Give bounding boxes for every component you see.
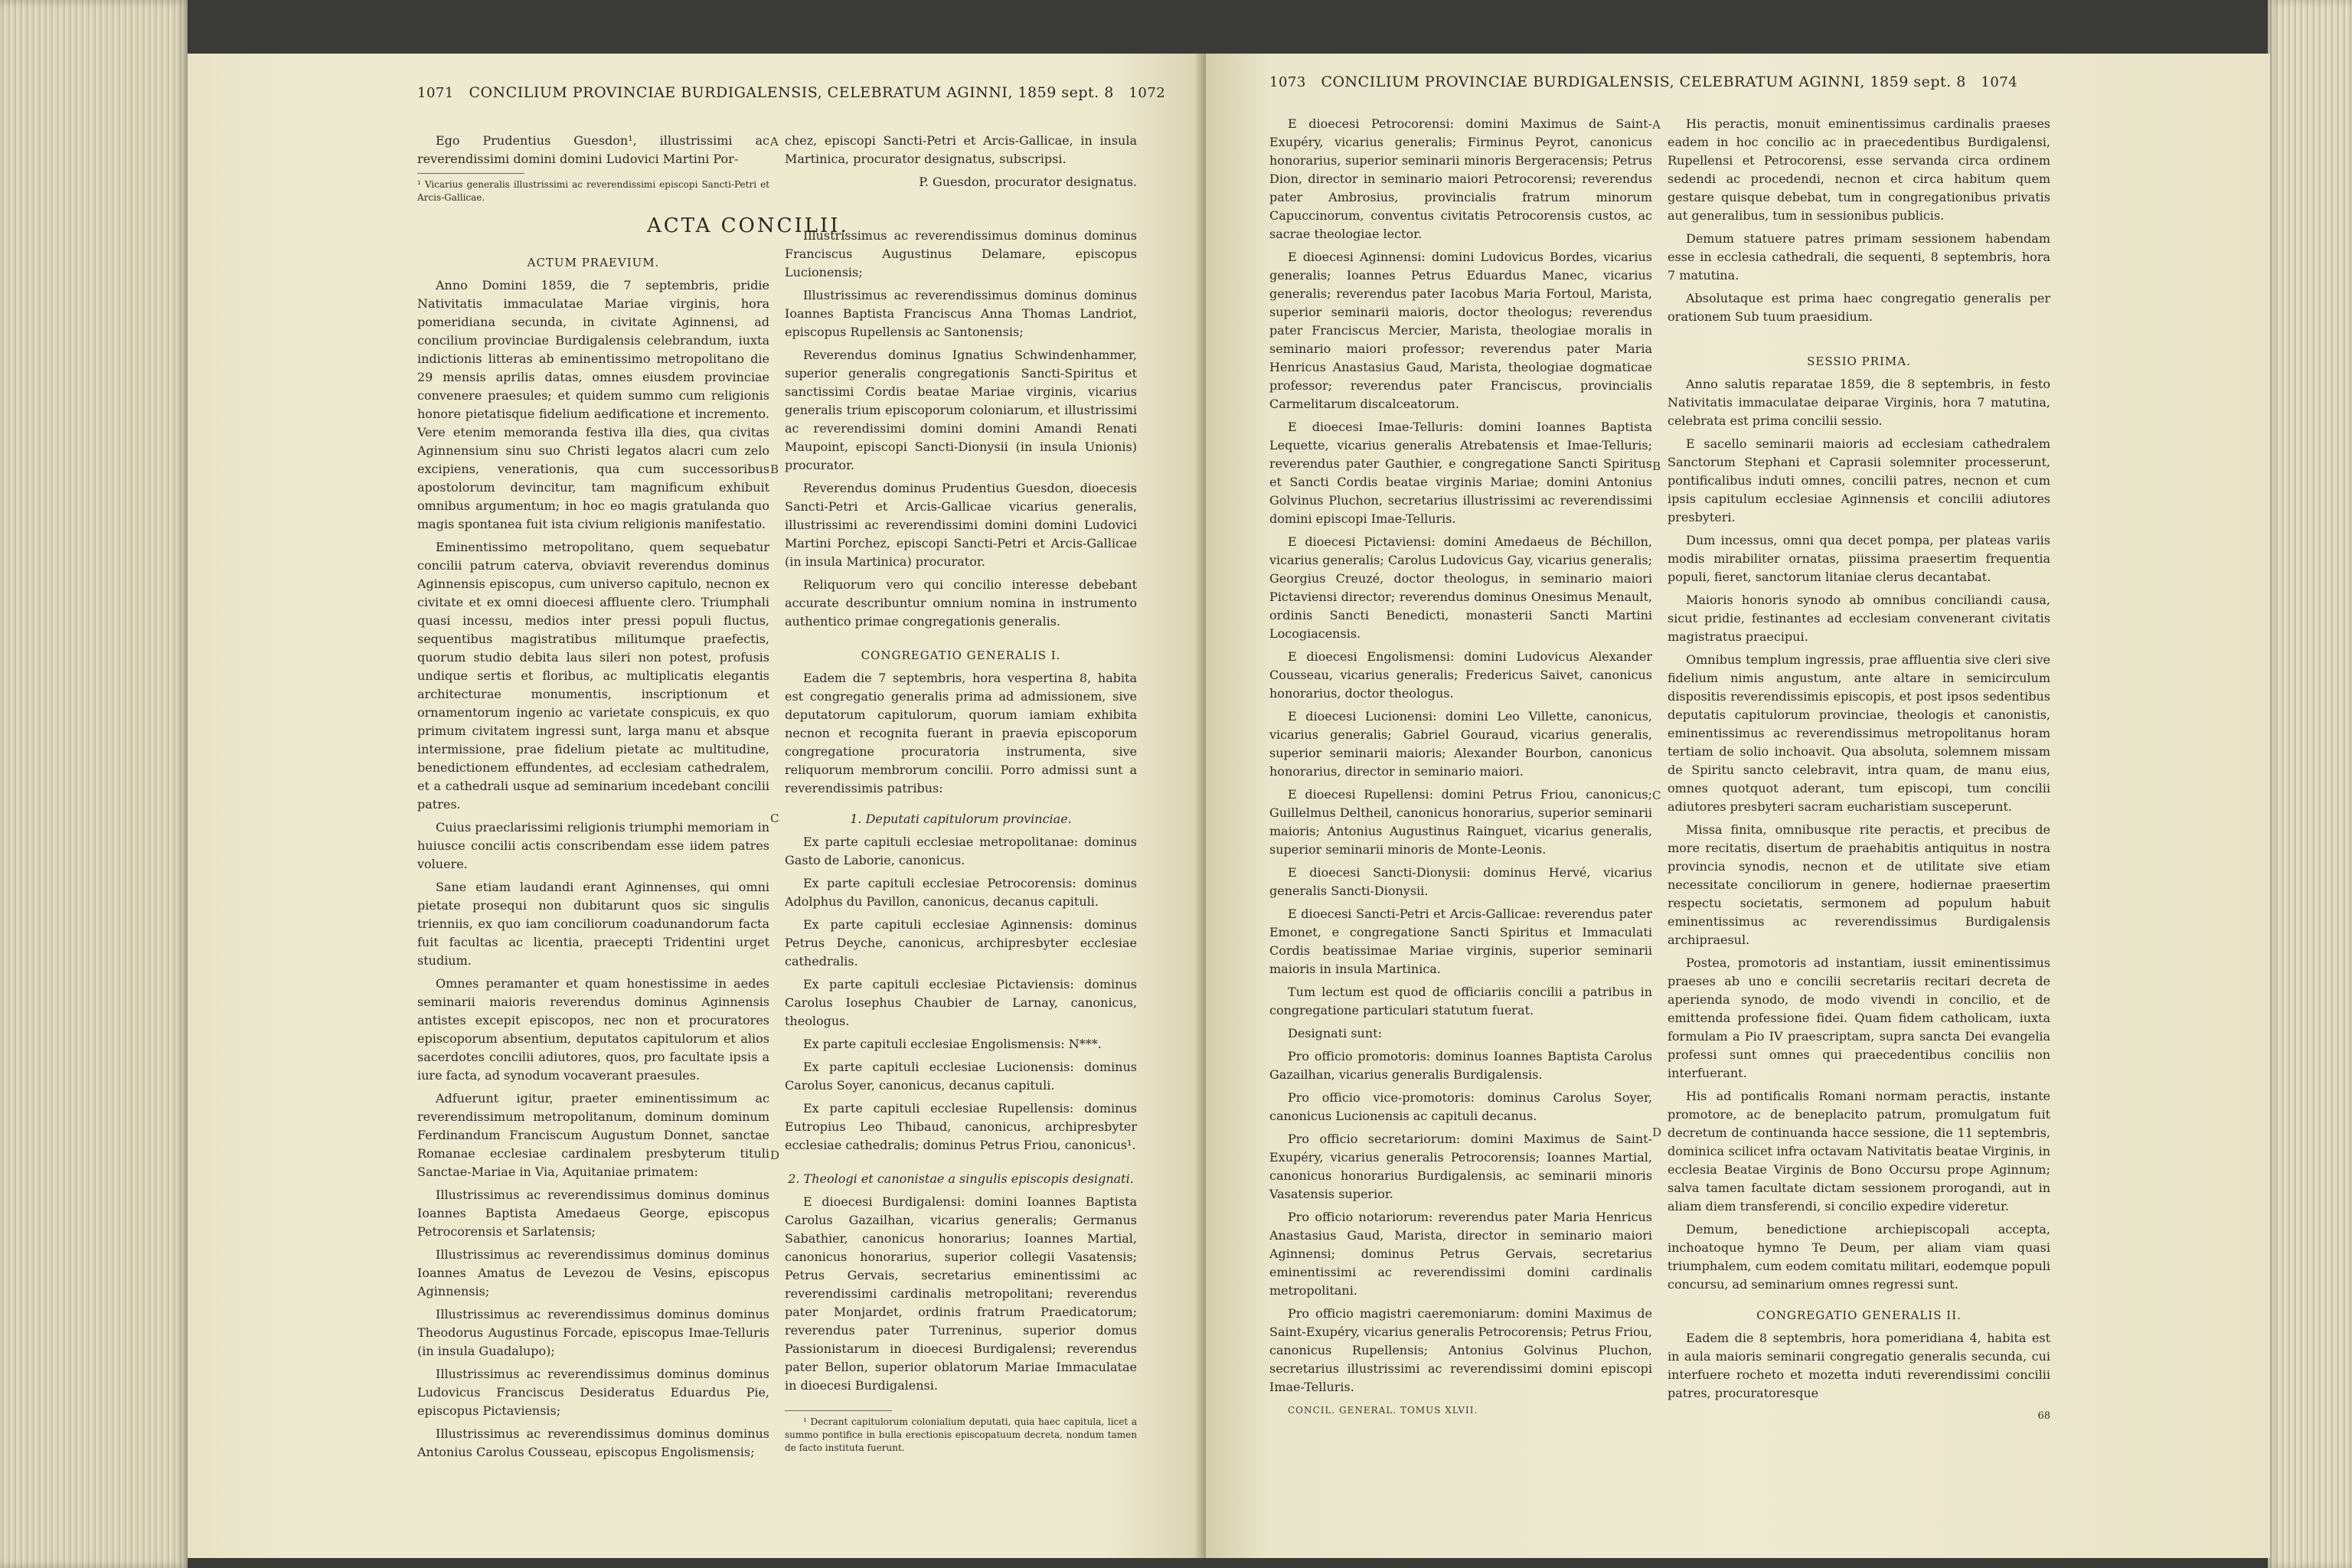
paragraph: Ex parte capituli ecclesiae Petrocorensis: dominus Adolphus du Pavillon, canonicus, decanus capituli. <box>785 876 1137 909</box>
paragraph: Cuius praeclarissimi religionis triumphi memoriam in huiusce concilii actis conscribendam esse iidem patres voluere. <box>417 820 769 871</box>
running-title: CONCILIUM PROVINCIAE BURDIGALENSIS, CELEBRATUM AGINNI, 1859 sept. 8 <box>1321 74 1966 90</box>
paragraph: Eadem die 8 septembris, hora pomeridiana 4, habita est in aula maioris seminarii congregatio generalis secunda, cui interfuere rocheto et mozetta induti reverendissimi concilii patres, procuratoresque <box>1668 1331 2050 1400</box>
left-col-a-paragraphs <box>417 276 769 1462</box>
margin-letter: D <box>1652 1125 1662 1139</box>
page-edges-left <box>0 0 188 1568</box>
paragraph: Reverendus dominus Prudentius Guesdon, dioecesis Sancti-Petri et Arcis-Gallicae vicarius generalis, illustrissimi ac reverendissimi domini domini Ludovici Martini Porchez, episcopi Sancti-Petri et Arcis-Gallicae (in insula Martinica) procurator. <box>785 481 1137 569</box>
running-title: CONCILIUM PROVINCIAE BURDIGALENSIS, CELEBRATUM AGINNI, 1859 sept. 8 <box>469 84 1114 101</box>
paragraph: Sane etiam laudandi erant Aginnenses, qui omni pietate prosequi non dubitarunt quos sic singulis trienniis, ex quo iam conciliorum coadunandorum facta fuit facultas ac licentia, praecepti Tridentini urget studium. <box>417 880 769 968</box>
page-number: 1074 <box>1981 74 2018 90</box>
right-column-a <box>1269 115 1652 1547</box>
margin-letter: C <box>1652 789 1661 802</box>
paragraph: E dioecesi Imae-Telluris: domini Ioannes Baptista Lequette, vicarius generalis Atrebatensis et Imae-Telluris; reverendus pater Gauthier, e congregatione Sancti Spiritus et Sancti Cordis beatae virginis Mariae; domini Antonius Golvinus Pluchon, secretarius illustrissimi ac reverendissimi domini episcopi Imae-Telluris. <box>1269 420 1652 526</box>
paragraph: Reverendus dominus Ignatius Schwindenhammer, superior generalis congregationis Sancti-Spiritus et sanctissimi Cordis beatae Mariae virginis, vicarius generalis trium episcoporum coloniarum, et illustrissimi ac reverendissimi domini domini Amandi Renati Maupoint, episcopi Sancti-Dionysii (in insula Unionis) procurator. <box>785 348 1137 472</box>
paragraph: Eadem die 7 septembris, hora vespertina 8, habita est congregatio generalis prima ad admissionem, sive deputatorum capitulorum, quorum iamiam exhibita necnon et recognita fuerant in praevia episcoporum congregatione procuratoria instrumenta, sive reliquorum membrorum concilii. Porro admissi sunt a reverendissimis patribus: <box>785 671 1137 795</box>
paragraph: E dioecesi Engolismensi: domini Ludovicus Alexander Cousseau, vicarius generalis; Fredericus Saivet, canonicus honorarius, doctor theologus. <box>1269 649 1652 701</box>
paragraph: Pro officio magistri caeremoniarum: domini Maximus de Saint-Exupéry, vicarius generalis Petrocorensis; Petrus Friou, canonicus Rupellensis; Antonius Golvinus Pluchon, secretarius illustrissimi ac reverendissimi domini episcopi Imae-Telluris. <box>1269 1306 1652 1394</box>
margin-letter: D <box>770 1148 780 1162</box>
footnote: ¹ Vicarius generalis illustrissimi ac reverendissimi episcopi Sancti-Petri et Arcis-Gallicae. <box>417 179 769 203</box>
paragraph: E dioecesi Rupellensi: domini Petrus Friou, canonicus; Guillelmus Deltheil, canonicus honorarius, superior seminarii maioris; Antonius Augustinus Rainguet, vicarius generalis, superior seminarii minoris de Monte-Leonis. <box>1269 787 1652 857</box>
paragraph: Illustrissimus ac reverendissimus dominus dominus Franciscus Augustinus Delamare, episcopus Lucionensis; <box>785 228 1137 279</box>
rule <box>785 1410 892 1411</box>
paragraph: Dum incessus, omni qua decet pompa, per plateas variis modis mirabiliter ornatas, piissima praesertim frequentia populi, fieret, sanctorum litaniae clerus decantabat. <box>1668 533 2050 584</box>
paragraph: Ex parte capituli ecclesiae Aginnensis: dominus Petrus Deyche, canonicus, archipresbyter ecclesiae cathedralis. <box>785 917 1137 969</box>
paragraph: Adfuerunt igitur, praeter eminentissimum ac reverendissimum metropolitanum, dominum dominum Ferdinandum Franciscum Augustum Donnet, sanctae Romanae ecclesiae cardinalem presbyterum tituli Sanctae-Mariae in Via, Aquitaniae primatem: <box>417 1091 769 1179</box>
paragraph: Illustrissimus ac reverendissimus dominus dominus Antonius Carolus Cousseau, episcopus Engolismensis; <box>417 1426 769 1459</box>
paragraph: Absolutaque est prima haec congregatio generalis per orationem Sub tuum praesidium. <box>1668 291 2050 324</box>
footnote: ¹ Decrant capitulorum colonialium deputati, quia haec capitula, licet a summo pontifice in bulla erectionis episcopatuum decreta, nondum tamen de facto instituta fuerunt. <box>785 1416 1137 1453</box>
page-number: 1073 <box>1269 74 1306 90</box>
paragraph: E dioecesi Burdigalensi: domini Ioannes Baptista Carolus Gazailhan, vicarius generalis; Germanus Sabathier, canonicus honorarius; Ioannes Martial, canonicus honorarius, superior collegii Vasatensis; Petrus Gervais, secretarius eminentissimi ac reverendissimi cardinalis metropolitani; reverendus pater Monjardet, ordinis fratrum Praedicatorum; reverendus pater Turreninus, superior domus Passionistarum in dioecesi Burdigalensi; reverendus pater Bellon, superior oblatorum Mariae Immaculatae in dioecesi Burdigalensi. <box>785 1194 1137 1393</box>
paragraph: Demum, benedictione archiepiscopali accepta, inchoatoque hymno Te Deum, per aliam viam quasi triumphalem, cum eodem comitatu militari, eodemque populi concursu, ad seminarium omnes regressi sunt. <box>1668 1222 2050 1292</box>
paragraph: chez, episcopi Sancti-Petri et Arcis-Gallicae, in insula Martinica, procurator designatus, subscripsi. <box>785 133 1137 166</box>
paragraph: Ex parte capituli ecclesiae metropolitanae: dominus Gasto de Laborie, canonicus. <box>785 835 1137 867</box>
paragraph: His ad pontificalis Romani normam peractis, instante promotore, ac de beneplacito patrum, promulgatum fuit decretum de continuanda hacce sessione, die 11 septembris, dominica scilicet infra octavam Nativitatis beatae Virginis, in ecclesia Beatae Virginis de Bono Occursu prope Aginnum; salva tamen facultate dictam sessionem prorogandi, aut in aliam diem transferendi, si concilio expedire videretur. <box>1668 1089 2050 1214</box>
section-heading: CONGREGATIO GENERALIS II. <box>1756 1308 1962 1322</box>
page-number: 1072 <box>1129 85 1166 101</box>
page-number: 1071 <box>417 85 454 101</box>
paragraph: Postea, promotoris ad instantiam, iussit eminentissimus praeses ab uno e concilii secretariis recitari decreta de aperienda synodo, de modo vivendi in concilio, et de emittenda professione fidei. Quam fidem catholicam, iuxta formulam a Pio IV praescriptam, supra sancta Dei evangelia professi sunt omnes qui praecedentibus conciliis non interfuerant. <box>1668 956 2050 1080</box>
paragraph: E dioecesi Lucionensi: domini Leo Villette, canonicus, vicarius generalis; Gabriel Gouraud, vicarius generalis, superior seminarii maioris; Alexander Bourbon, canonicus honorarius, director in seminario maiori. <box>1269 709 1652 779</box>
paragraph: Omnes peramanter et quam honestissime in aedes seminarii maioris reverendus dominus Aginnensis antistes excepit episcopos, nec non et procuratores episcoporum absentium, deputatos capitulorum et alios sacerdotes concilii adiutores, quos, pro facultate ipsis a iure facta, ad synodum vocaverant praesules. <box>417 976 769 1083</box>
paragraph: Pro officio vice-promotoris: dominus Carolus Soyer, canonicus Lucionensis ac capituli decanus. <box>1269 1090 1652 1123</box>
paragraph: Pro officio promotoris: dominus Ioannes Baptista Carolus Gazailhan, vicarius generalis Burdigalensis. <box>1269 1049 1652 1082</box>
section-heading: ACTUM PRAEVIUM. <box>527 256 660 270</box>
section-heading: CONGREGATIO GENERALIS I. <box>861 648 1061 662</box>
paragraph: Omnibus templum ingressis, prae affluentia sive cleri sive fidelium nimis angustum, ante altare in semicirculum dispositis reverendissimis episcopis, et post ipsos sedentibus deputatis capitulorum provinciae, theologis et canonistis, eminentissimus ac reverendissimus metropolitanus horam tertiam de solio inchoavit. Qua absoluta, solemnem missam de Spiritu sancto celebravit, intra quam, de manu eius, omnes quotquot aderant, tum episcopi, tum concilii adiutores presbyteri sacram eucharistiam susceperunt. <box>1668 652 2050 814</box>
rule <box>417 173 524 174</box>
section-heading: SESSIO PRIMA. <box>1807 354 1911 368</box>
paragraph: Illustrissimus ac reverendissimus dominus dominus Theodorus Augustinus Forcade, episcopus Imae-Telluris (in insula Guadalupo); <box>417 1307 769 1358</box>
paragraph: His peractis, monuit eminentissimus cardinalis praeses eadem in hoc concilio ac in praecedentibus Burdigalensi, Rupellensi et Petrocorensi, esse servanda circa ordinem sedendi ac procedendi, necnon et circa habitum quem gestare quisque debebat, tum in congregationibus privatis aut generalibus, tum in sessionibus publicis. <box>1668 116 2050 223</box>
page-edges-right <box>2268 0 2352 1568</box>
paragraph: E dioecesi Petrocorensi: domini Maximus de Saint-Exupéry, vicarius generalis; Firminus Peyrot, canonicus honorarius, superior seminarii minoris Bergeracensis; Petrus Dion, director in seminario maiori Petrocorensi; reverendus pater Ambrosius, provincialis fratrum minorum Capuccinorum, conventus civitatis Petrocorensis custos, ac sacrae theologiae lector. <box>1269 116 1652 241</box>
paragraph: E sacello seminarii maioris ad ecclesiam cathedralem Sanctorum Stephani et Caprasii solemniter processerunt, pontificalibus induti omnes, concilii patres, necnon et cum ipsis capitulum ecclesiae Aginnensis et concilii adiutores presbyteri. <box>1668 436 2050 524</box>
paragraph: Illustrissimus ac reverendissimus dominus dominus Ludovicus Franciscus Desideratus Eduardus Pie, episcopus Pictaviensis; <box>417 1367 769 1418</box>
paragraph: Pro officio secretariorum: domini Maximus de Saint-Exupéry, vicarius generalis Petrocorensis; Ioannes Martial, canonicus honorarius Burdigalensis, ac seminarii minoris Vasatensis superior. <box>1269 1132 1652 1201</box>
right-running-head <box>1269 74 2017 90</box>
left-column-b <box>785 132 1137 1533</box>
paragraph: Reliquorum vero qui concilio interesse debebant accurate describuntur omnium nomina in instrumento authentico primae congregationis generalis. <box>785 577 1137 629</box>
margin-letter: B <box>770 462 779 476</box>
paragraph: Ego Prudentius Guesdon¹, illustrissimi ac reverendissimi domini domini Ludovici Martini Por- <box>417 133 769 166</box>
margin-letter: A <box>770 135 779 149</box>
left-column-a <box>417 132 769 1533</box>
footer-signature: CONCIL. GENERAL. TOMUS XLVII. <box>1288 1405 1478 1416</box>
subsection-heading: 2. Theologi et canonistae a singulis episcopis designati. <box>788 1171 1134 1186</box>
paragraph: Anno salutis reparatae 1859, die 8 septembris, in festo Nativitatis immaculatae deiparae Virginis, hora 7 matutina, celebrata est prima concilii sessio. <box>1668 377 2050 428</box>
acta-title: ACTA CONCILII. <box>647 214 849 237</box>
paragraph: Missa finita, omnibusque rite peractis, et precibus de more recitatis, disertum de praehabitis antiquitus in nostra provincia synodis, necnon et de utilitate sive etiam necessitate conciliorum in genere, hodiernae praesertim respectu societatis, sermonem ad populum habuit eminentissimus ac reverendissimus Burdigalensis archipraesul. <box>1668 822 2050 947</box>
paragraph: E dioecesi Sancti-Dionysii: dominus Hervé, vicarius generalis Sancti-Dionysii. <box>1269 865 1652 898</box>
signature-number: 68 <box>2037 1410 2050 1422</box>
paragraph: E dioecesi Aginnensi: domini Ludovicus Bordes, vicarius generalis; Ioannes Petrus Eduardus Manec, vicarius generalis; reverendus pater Iacobus Maria Fortoul, Marista, superior seminarii maioris, doctor theologus; reverendus pater Franciscus Mercier, Marista, theologiae moralis in seminario maiori professor; reverendus pater Maria Henricus Anastasius Gaud, Marista, theologiae dogmaticae professor; reverendus pater Franciscus, provincialis Carmelitarum discalceatorum. <box>1269 250 1652 411</box>
paragraph: Designati sunt: <box>1288 1026 1382 1040</box>
paragraph: Illustrissimus ac reverendissimus dominus dominus Ioannes Baptista Franciscus Anna Thomas Landriot, episcopus Rupellensis ac Santonensis; <box>785 288 1137 339</box>
paragraph: E dioecesi Sancti-Petri et Arcis-Gallicae: reverendus pater Emonet, e congregatione Sancti Spiritus et Immaculati Cordis beatissimae Mariae virginis, superior seminarii maioris in insula Martinica. <box>1269 906 1652 976</box>
paragraph: Illustrissimus ac reverendissimus dominus dominus Ioannes Amatus de Levezou de Vesins, episcopus Aginnensis; <box>417 1247 769 1298</box>
paragraph: Demum statuere patres primam sessionem habendam esse in ecclesia cathedrali, die sequenti, 8 septembris, hora 7 matutina. <box>1668 231 2050 283</box>
paragraph: Anno Domini 1859, die 7 septembris, pridie Nativitatis immaculatae Mariae virginis, hora pomeridiana secunda, in civitate Aginnensi, ad concilium provinciae Burdigalensis celebrandum, iuxta indictionis litteras ab eminentissimo metropolitano die 29 mensis aprilis datas, omnes eiusdem provinciae convenere praesules; et quidem summo cum religionis honore pietatisque fidelium aedificatione et incremento. Vere etenim memoranda festiva illa dies, qua civitas Aginnensium sinu suo Christi legatos alacri cum zelo excipiens, venerationis, qua cum successoribus apostolorum devincitur, tam magnificum exhibuit omnibus argumentum; in hoc eo magis gratulanda quo magis spontanea fuit ista civium religionis manifestatio. <box>417 278 769 531</box>
paragraph: E dioecesi Pictaviensi: domini Amedaeus de Béchillon, vicarius generalis; Carolus Ludovicus Gay, vicarius generalis; Georgius Creuzé, doctor theologus, in seminario maiori Pictaviensi director; reverendus dominus Onesimus Menault, ordinis Sancti Benedicti, monasterii Sancti Martini Locogiacensis. <box>1269 534 1652 641</box>
paragraph: Maioris honoris synodo ab omnibus conciliandi causa, sicut pridie, festinantes ad ecclesiam convenerant civitatis magistratus praecipui. <box>1668 593 2050 644</box>
paragraph: Pro officio notariorum: reverendus pater Maria Henricus Anastasius Gaud, Marista, director in seminario maiori Aginnensi; dominus Petrus Gervais, secretarius eminentissimi ac reverendissimi domini cardinalis metropolitani. <box>1269 1210 1652 1298</box>
margin-letter: C <box>770 812 779 825</box>
paragraph: Eminentissimo metropolitano, quem sequebatur concilii patrum caterva, obviavit reverendus dominus Aginnensis episcopus, cum universo capitulo, necnon ex civitate et ex omni dioecesi affluente clero. Triumphali quasi incessu, medios inter pressi populi fluctus, sequentibus magistratibus militumque praefectis, quorum studio debita laus sileri non potest, profusis undique sertis et floribus, ac multiplicatis elegantis architecturae monumentis, inscriptionum et ornamentorum ingenio ac varietate conspicuis, ex quo primum civitatem ingressi sunt, larga manu et absque intermissione, prae fidelium pietate ac multitudine, benedictionem effundentes, ad ecclesiam cathedralem, et a cathedrali usque ad seminarium incedebant concilii patres. <box>417 540 769 812</box>
paragraph: Illustrissimus ac reverendissimus dominus dominus Ioannes Baptista Amedaeus George, episcopus Petrocorensis et Sarlatensis; <box>417 1187 769 1239</box>
paragraph: Ex parte capituli ecclesiae Lucionensis: dominus Carolus Soyer, canonicus, decanus capituli. <box>785 1060 1137 1093</box>
paragraph: Ex parte capituli ecclesiae Engolismensis: N***. <box>803 1037 1102 1051</box>
margin-letter: B <box>1652 459 1661 473</box>
signature: P. Guesdon, procurator designatus. <box>919 175 1137 189</box>
paragraph: Ex parte capituli ecclesiae Rupellensis: dominus Eutropius Leo Thibaud, canonicus, archipresbyter ecclesiae cathedralis; dominus Petrus Friou, canonicus¹. <box>785 1101 1137 1152</box>
left-running-head <box>417 84 1165 101</box>
subsection-heading: 1. Deputati capitulorum provinciae. <box>850 812 1072 826</box>
right-column-b <box>1668 115 2050 1547</box>
paragraph: Tum lectum est quod de officiariis concilii a patribus in congregatione particulari statutum fuerat. <box>1269 985 1652 1018</box>
margin-letter: A <box>1652 118 1661 132</box>
paragraph: Ex parte capituli ecclesiae Pictaviensis: dominus Carolus Iosephus Chaubier de Larnay, canonicus, theologus. <box>785 977 1137 1028</box>
